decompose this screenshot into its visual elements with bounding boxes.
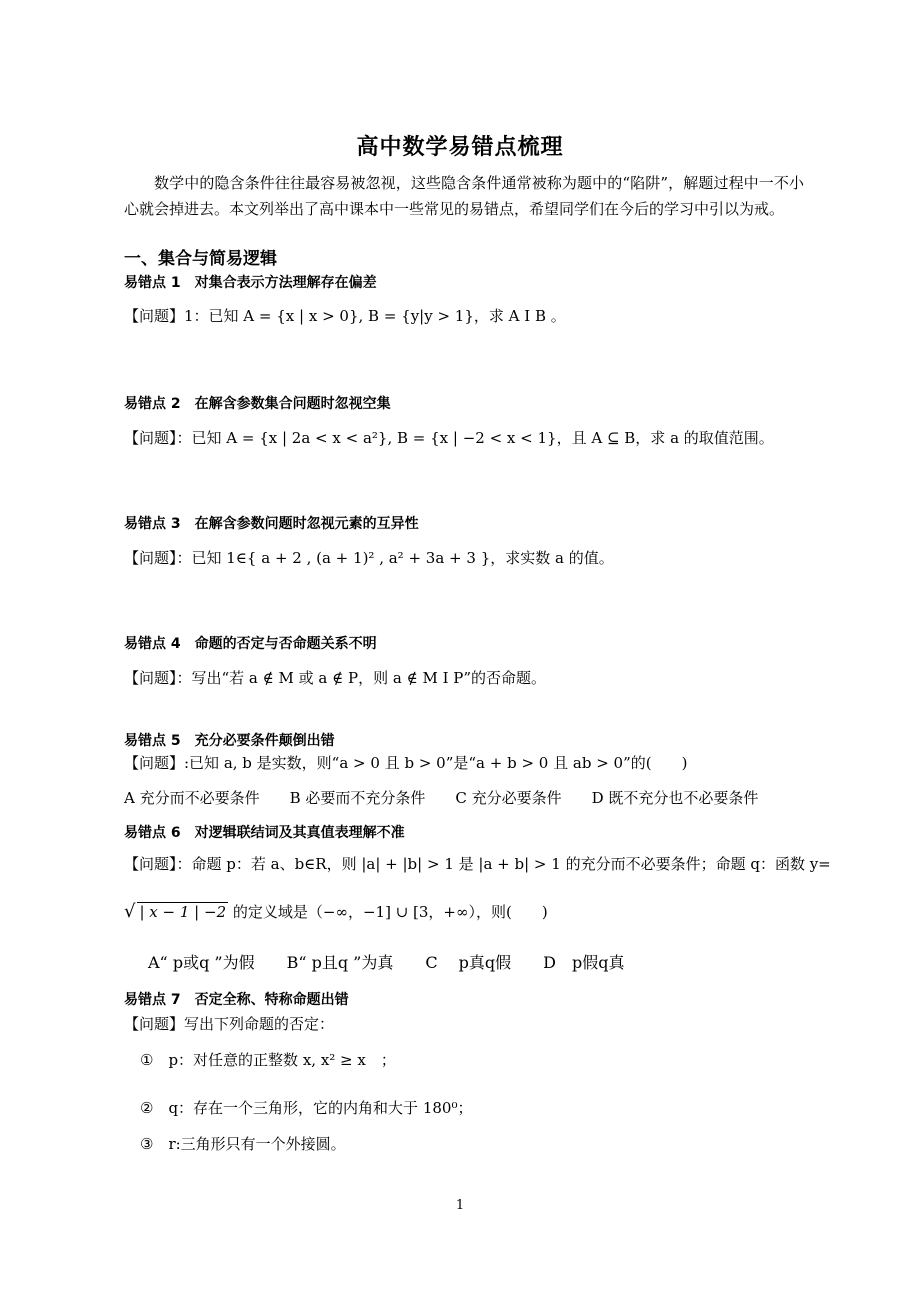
page-title: 高中数学易错点梳理 xyxy=(356,135,564,160)
item-heading-7: 易错点 7 否定全称、特称命题出错 xyxy=(124,992,349,1008)
intro-paragraph: 数学中的隐含条件往往最容易被忽视，这些隐含条件通常被称为题中的“陷阱”，解题过程中一不小心就会掉进去。本文列举出了高中课本中一些常见的易错点，希望同学们在今后的学习中引以为戒。 xyxy=(124,174,804,218)
item-question-6-line2-rest: 的定义域是（−∞，−1] ∪ [3，+∞），则( ) xyxy=(232,903,548,921)
item-7-subitem-3: ③ r:三角形只有一个外接圆。 xyxy=(140,1135,346,1153)
item-heading-6: 易错点 6 对逻辑联结词及其真值表理解不准 xyxy=(124,825,405,841)
item-heading-3: 易错点 3 在解含参数问题时忽视元素的互异性 xyxy=(124,516,419,532)
item-question-6-line1: 【问题】：命题 p：若 a、b∈R，则 |a| + |b| > 1 是 |a + b| > 1 的充分而不必要条件；命题 q：函数 y= xyxy=(124,855,831,873)
item-options-5: A 充分而不必要条件 B 必要而不充分条件 C 充分必要条件 D 既不充分也不必要条件 xyxy=(124,789,759,807)
item-question-2: 【问题】：已知 A = {x | 2a < x < a²}, B = {x | −2 < x < 1}，且 A ⊆ B，求 a 的取值范围。 xyxy=(124,429,774,447)
sqrt-radicand: | x − 1 | −2 xyxy=(139,903,227,921)
item-heading-5: 易错点 5 充分必要条件颠倒出错 xyxy=(124,733,335,749)
item-7-subitem-2: ② q：存在一个三角形，它的内角和大于 180⁰； xyxy=(140,1099,473,1117)
item-question-7: 【问题】写出下列命题的否定： xyxy=(124,1015,335,1033)
page-number: 1 xyxy=(455,1198,465,1213)
item-7-subitem-1: ① p：对任意的正整数 x, x² ≥ x ； xyxy=(140,1051,396,1069)
item-heading-1: 易错点 1 对集合表示方法理解存在偏差 xyxy=(124,275,377,291)
item-heading-2: 易错点 2 在解含参数集合问题时忽视空集 xyxy=(124,396,391,412)
item-question-6-line2: √ | x − 1 | −2 的定义域是（−∞，−1] ∪ [3，+∞），则( ) xyxy=(124,901,548,922)
item-question-4: 【问题】：写出“若 a ∉ M 或 a ∉ P，则 a ∉ M I P”的否命题。 xyxy=(124,669,547,687)
item-heading-4: 易错点 4 命题的否定与否命题关系不明 xyxy=(124,636,377,652)
item-question-3: 【问题】：已知 1∈{ a + 2 , (a + 1)² , a² + 3a + 3 }，求实数 a 的值。 xyxy=(124,549,614,567)
item-options-6: A“ p或q ”为假 B“ p且q ”为真 C p真q假 D p假q真 xyxy=(148,953,625,972)
section-heading: 一、集合与简易逻辑 xyxy=(124,249,277,269)
item-question-1: 【问题】1：已知 A = {x | x > 0}, B = {y|y > 1}，求 A I B 。 xyxy=(124,307,566,325)
item-question-5: 【问题】:已知 a, b 是实数，则“a > 0 且 b > 0”是“a + b > 0 且 ab > 0”的( ) xyxy=(124,754,688,772)
